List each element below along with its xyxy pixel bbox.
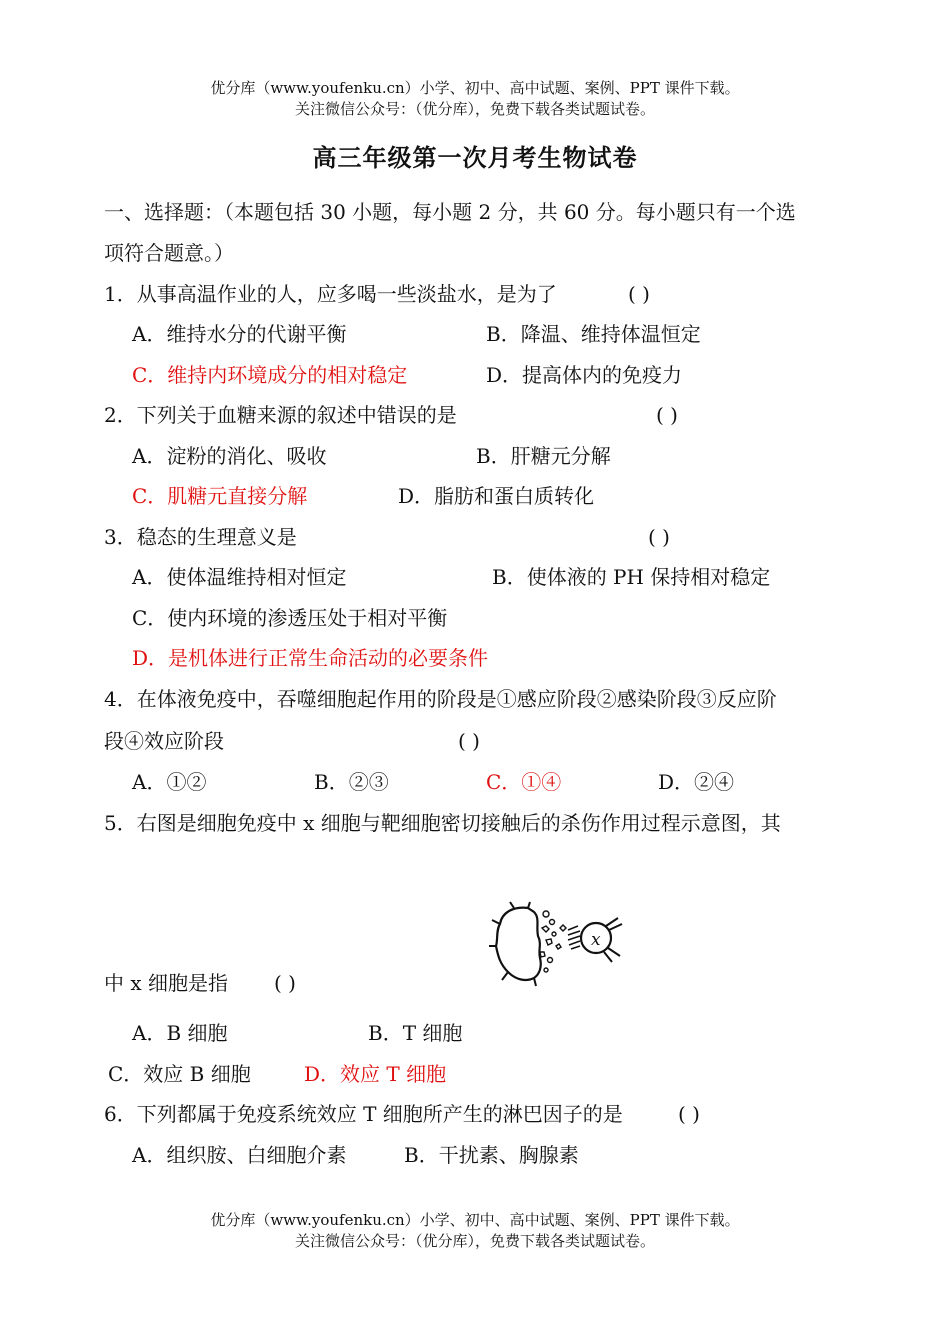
q4-option-b: B．②③	[314, 770, 389, 794]
q3-option-a: A．使体温维持相对恒定	[132, 565, 347, 589]
cell-fragments	[540, 911, 566, 972]
q6-option-a: A．组织胺、白细胞介素	[132, 1143, 347, 1167]
q5-option-a: A．B 细胞	[132, 1021, 228, 1045]
q3-answer-paren: ( )	[648, 525, 670, 549]
q5-option-d-correct: D．效应 T 细胞	[304, 1062, 447, 1086]
footer-line-1: 优分库（www.youfenku.cn）小学、初中、高中试题、案例、PPT 课件下载。	[210, 1211, 740, 1229]
target-cell-outline	[496, 908, 541, 980]
page-title: 高三年级第一次月考生物试卷	[312, 143, 638, 172]
q2-option-c-correct: C．肌糖元直接分解	[132, 484, 308, 508]
q4-stem-line-2: 段④效应阶段	[104, 729, 224, 753]
q5-option-b: B．T 细胞	[368, 1021, 463, 1045]
q5-answer-paren: ( )	[274, 971, 296, 995]
q6-option-b: B．干扰素、胸腺素	[404, 1143, 579, 1167]
q1-option-d: D．提高体内的免疫力	[486, 363, 683, 387]
cell-killing-diagram	[488, 900, 633, 990]
q2-stem: 2．下列关于血糖来源的叙述中错误的是	[104, 403, 457, 427]
section-instructions-line-1: 一、选择题：（本题包括 30 小题，每小题 2 分，共 60 分。每小题只有一个选	[104, 200, 796, 224]
q5-stem-line-2: 中 x 细胞是指	[104, 971, 228, 995]
q2-answer-paren: ( )	[656, 403, 678, 427]
x-cell-label: x	[591, 930, 601, 950]
contact-zone-hatching	[568, 926, 580, 949]
q4-option-a: A．①②	[132, 770, 207, 794]
q2-option-b: B．肝糖元分解	[476, 444, 611, 468]
header-line-2: 关注微信公众号：（优分库），免费下载各类试题试卷。	[294, 100, 655, 118]
q6-stem: 6．下列都属于免疫系统效应 T 细胞所产生的淋巴因子的是	[104, 1102, 623, 1126]
q4-stem-line-1: 4．在体液免疫中，吞噬细胞起作用的阶段是①感应阶段②感染阶段③反应阶	[104, 687, 777, 711]
q1-option-b: B．降温、维持体温恒定	[486, 322, 701, 346]
q1-stem: 1．从事高温作业的人，应多喝一些淡盐水，是为了	[104, 282, 557, 306]
q1-option-a: A．维持水分的代谢平衡	[132, 322, 347, 346]
q4-option-d: D．②④	[658, 770, 735, 794]
q3-option-b: B．使体液的 PH 保持相对稳定	[492, 565, 771, 589]
q3-option-c: C．使内环境的渗透压处于相对平衡	[132, 606, 448, 630]
q1-answer-paren: ( )	[628, 282, 650, 306]
q2-option-a: A．淀粉的消化、吸收	[132, 444, 327, 468]
q3-stem: 3．稳态的生理意义是	[104, 525, 297, 549]
q6-answer-paren: ( )	[678, 1102, 700, 1126]
q4-answer-paren: ( )	[458, 729, 480, 753]
q5-option-c: C．效应 B 细胞	[108, 1062, 251, 1086]
q3-option-d-correct: D．是机体进行正常生命活动的必要条件	[132, 646, 489, 670]
footer-line-2: 关注微信公众号：（优分库），免费下载各类试题试卷。	[294, 1232, 655, 1250]
q1-option-c-correct: C．维持内环境成分的相对稳定	[132, 363, 408, 387]
section-instructions-line-2: 项符合题意。）	[104, 241, 234, 265]
q5-stem-line-1: 5．右图是细胞免疫中 x 细胞与靶细胞密切接触后的杀伤作用过程示意图，其	[104, 811, 781, 835]
header-line-1: 优分库（www.youfenku.cn）小学、初中、高中试题、案例、PPT 课件下载。	[210, 79, 740, 97]
q4-option-c-correct: C．①④	[486, 770, 562, 794]
q2-option-d: D．脂肪和蛋白质转化	[398, 484, 595, 508]
